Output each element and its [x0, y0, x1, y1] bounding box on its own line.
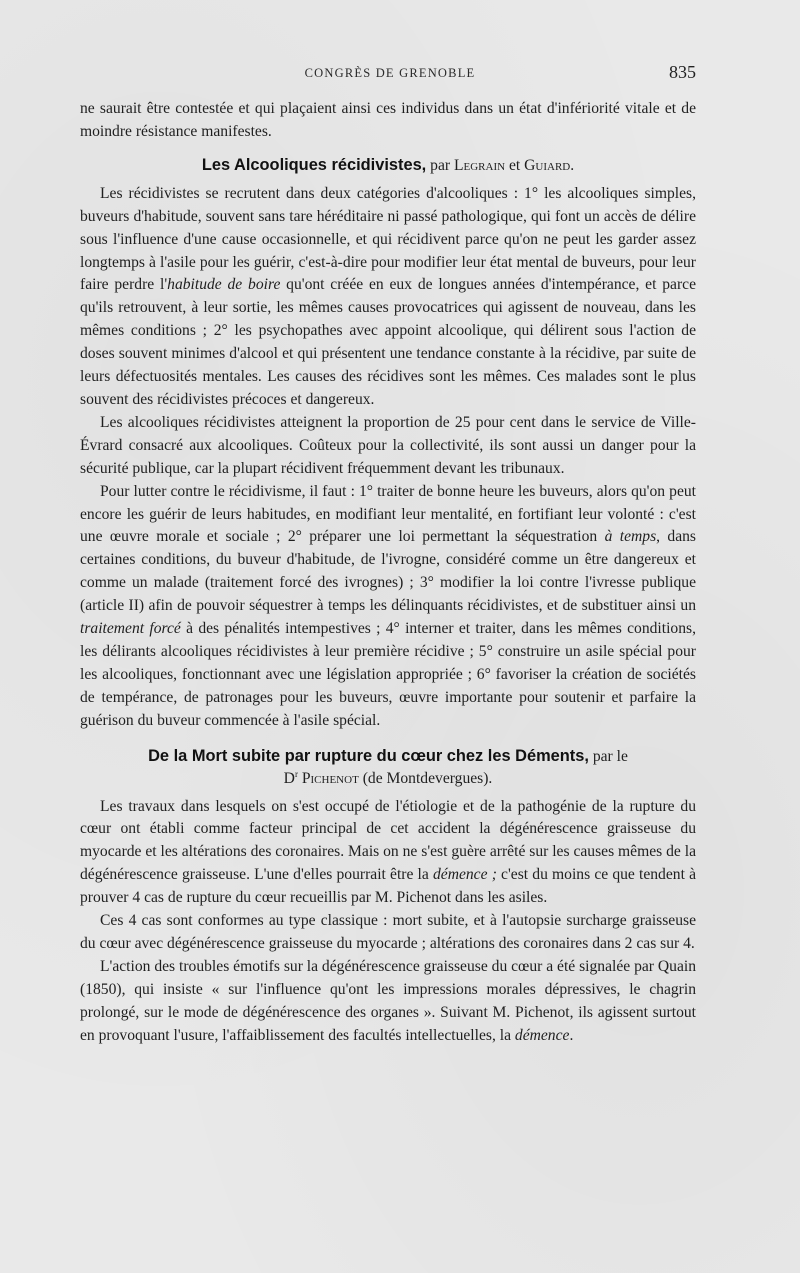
paragraph	[80, 796, 696, 911]
page-body	[80, 98, 696, 1048]
text-run: c'est du moins ce que tendent à prouver 4 cas de rupture du cœur recueillis par M. Pichenot dans les asiles.	[80, 866, 696, 907]
italic-text: habitude de boire	[167, 276, 281, 294]
text-run: qu'ont créée en eux de longues années d'intempérance, et parce qu'ils retrouvent, à leur sortie, les mêmes causes provocatrices qui agissent de nouveau, dans les mêmes conditions ; 2° les psychopathes avec appoint alcoolique, qui délirent sous l'action de doses souvent minimes d'alcool et qui présentent une tendance constante à la récidive, par suite de leurs défectuosités mentales. Les causes des récidives sont les mêmes. Ces malades sont le plus souvent des récidivistes précoces et dangereux.	[80, 276, 696, 408]
author-name: Guiard.	[524, 156, 575, 174]
continuation-paragraph: ne saurait être contestée et qui plaçaient ainsi ces individus dans un état d'infériorité vitale et de moindre résistance manifestes.	[80, 100, 696, 140]
author-name: Legrain	[453, 156, 506, 174]
doctor-abbrev: D	[283, 769, 295, 787]
text-run: L'action des troubles émotifs sur la dégénérescence graisseuse du cœur a été signalée par Quain (1850), qui insiste « sur l'influence qu'ont les impressions morales dépressives, le chagrin prolongé, sur le mode de dégénérescence des organes ». Suivant M. Pichenot, ils agissent surtout en provoquant l'usure, l'affaiblissement des facultés intellectuelles, la	[80, 957, 697, 1044]
page-number: 835	[669, 62, 696, 82]
text-run: , dans certaines conditions, du buveur d'habitude, de l'ivrogne, considéré comme un être dangereux et comme un malade (traitement forcé des ivrognes) ; 3° modifier la loi contre l'ivresse publique (article II) afin de pouvoir séquestrer à temps les délinquants récidivistes, et de substituer ainsi un	[80, 528, 696, 615]
text-run: Les récidivistes se recrutent dans deux catégories d'alcooliques : 1° les alcooliques simples, buveurs d'habitude, souvent sans tare héréditaire ni passé pathologique, qui font un accès de délire sous l'influence d'une cause occasionnelle, et qui récidivent parce qu'on ne peut les garder assez longtemps à l'asile pour les guérir, c'est-à-dire pour modifier leur état mental de buveurs, pour leur faire perdre l'	[80, 184, 696, 294]
doctor-abbrev-sup: r	[294, 768, 298, 779]
section-title: Les Alcooliques récidivistes,	[201, 155, 427, 174]
paragraph	[80, 956, 696, 1048]
byline-prefix: par	[430, 156, 451, 174]
italic-text: à temps	[604, 528, 657, 546]
text-run: Les travaux dans lesquels on s'est occupé de l'étiologie et de la pathogénie de la rupture du cœur ont établi comme facteur principal de cet accident la dégénérescence graisseuse du myocarde et les altérations des coronaires. Mais on ne s'est guère arrêté sur les causes mêmes de la dégénérescence graisseuse. L'une d'elles pourrait être la	[80, 797, 696, 884]
text-run: Pour lutter contre le récidivisme, il faut : 1° traiter de bonne heure les buveurs, alors qu'on peut encore les guérir de leurs habitudes, en modifiant leur mentalité, en fortifiant leur volonté : c'est une œuvre morale et sociale ; 2° préparer une loi permettant la séquestration	[80, 482, 696, 546]
italic-text: démence ;	[432, 866, 497, 884]
author-name: Pichenot	[301, 769, 359, 787]
author-affiliation: (de Montdevergues).	[362, 769, 493, 787]
paragraph: Les alcooliques récidivistes atteignent la proportion de 25 pour cent dans le service de Ville-Évrard consacré aux alcooliques. Coûteux pour la collectivité, ils sont aussi un danger pour la sécurité publique, car la plupart récidivent fréquemment devant les tribunaux.	[80, 413, 696, 477]
italic-text: traitement forcé	[80, 620, 181, 638]
byline-prefix: par le	[592, 747, 628, 765]
byline-conjunction: et	[508, 156, 521, 174]
paragraph	[80, 481, 696, 733]
page-header	[80, 62, 700, 86]
italic-text: démence	[514, 1026, 570, 1044]
running-title: CONGRÈS DE GRENOBLE	[304, 66, 476, 80]
paragraph: Ces 4 cas sont conformes au type classique : mort subite, et à l'autopsie surcharge graisseuse du cœur avec dégénérescence graisseuse du myocarde ; altérations des coronaires dans 2 cas sur 4.	[80, 912, 696, 952]
text-run: .	[569, 1026, 574, 1044]
doctor-title	[284, 770, 298, 787]
paragraph	[80, 183, 696, 412]
section-heading-alcooliques	[80, 154, 696, 177]
section-title: De la Mort subite par rupture du cœur chez les Déments,	[148, 746, 589, 765]
section-heading-mort-subite	[80, 745, 696, 790]
text-run: à des pénalités intempestives ; 4° interner et traiter, dans les mêmes conditions, les délirants alcooliques récidivistes à leur première récidive ; 5° construire un asile spécial pour les alcooliques, fonctionnant avec une législation appropriée ; 6° favoriser la création de sociétés de tempérance, de patronages pour les buveurs, œuvre importante pour soutenir et parfaire la guérison du buveur commencée à l'asile spécial.	[80, 620, 696, 729]
